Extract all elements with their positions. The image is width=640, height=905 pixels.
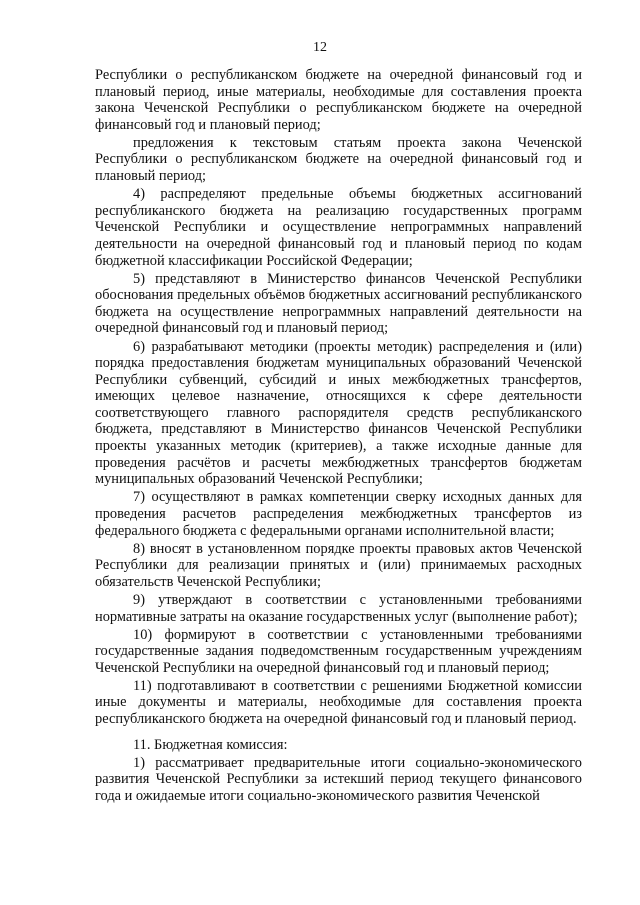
document-body	[95, 67, 582, 806]
paragraph-item-5: 5) представляют в Министерство финансов Чеченской Республики обоснования предельных объёмов бюджетных ассигнований республиканского бюджета на осуществление непрограммных направлений деятельности на очередной финансовый год и плановый период;	[95, 270, 582, 337]
paragraph-continuation: Республики о республиканском бюджете на очередной финансовый год и плановый период, иные материалы, необходимые для составления проекта закона Чеченской Республики о республиканском бюджете на очередной финансовый год и плановый период;	[95, 67, 582, 133]
paragraph-item-4: 4) распределяют предельные объемы бюджетных ассигнований республиканского бюджета на реализацию государственных программ Чеченской Республики и осуществление непрограммных направлений деятельности на очередной финансовый год и плановый период по кодам бюджетной классификации Российской Федерации;	[95, 186, 582, 269]
paragraph-item-9: 9) утверждают в соответствии с установленными требованиями нормативные затраты на оказание государственных услуг (выполнение работ);	[95, 591, 582, 625]
paragraph-item-8: 8) вносят в установленном порядке проекты правовых актов Чеченской Республики для реализации принятых и (или) принимаемых расходных обязательств Чеченской Республики;	[95, 540, 582, 590]
paragraph-proposals: предложения к текстовым статьям проекта закона Чеченской Республики о республиканском бюджете на очередной финансовый год и плановый период;	[95, 134, 582, 185]
paragraph-item-10: 10) формируют в соответствии с установленными требованиями государственные задания подведомственным государственным учреждениям Чеченской Республики на очередной финансовый год и плановый период;	[95, 626, 582, 676]
paragraph-item-7: 7) осуществляют в рамках компетенции сверку исходных данных для проведения расчетов распределения межбюджетных трансфертов из федерального бюджета с федеральными органами исполнительной власти;	[95, 489, 582, 539]
section-heading-budget-commission: 11. Бюджетная комиссия:	[133, 736, 288, 753]
page-number: 12	[313, 40, 327, 55]
paragraph-commission-item-1: 1) рассматривает предварительные итоги социально-экономического развития Чеченской Республики за истекший период текущего финансового года и ожидаемые итоги социально-экономического развития Чеченской	[95, 754, 582, 804]
paragraph-item-11: 11) подготавливают в соответствии с решениями Бюджетной комиссии иные документы и материалы, необходимые для составления проекта республиканского бюджета на очередной финансовый год и плановый период.	[95, 677, 582, 728]
paragraph-item-6: 6) разрабатывают методики (проекты методик) распределения и (или) порядка предоставления бюджетам муниципальных образований Чеченской Республики субвенций, субсидий и иных межбюджетных трансфертов, имеющих целевое назначение, относящихся к сфере деятельности соответствующего главного распорядителя средств республиканского бюджета, представляют в Министерство финансов Чеченской Республики проекты указанных методик (критериев), а также исходные данные для проведения расчётов и расчеты межбюджетных трансфертов бюджетам муниципальных образований Чеченской Республики;	[95, 338, 582, 488]
